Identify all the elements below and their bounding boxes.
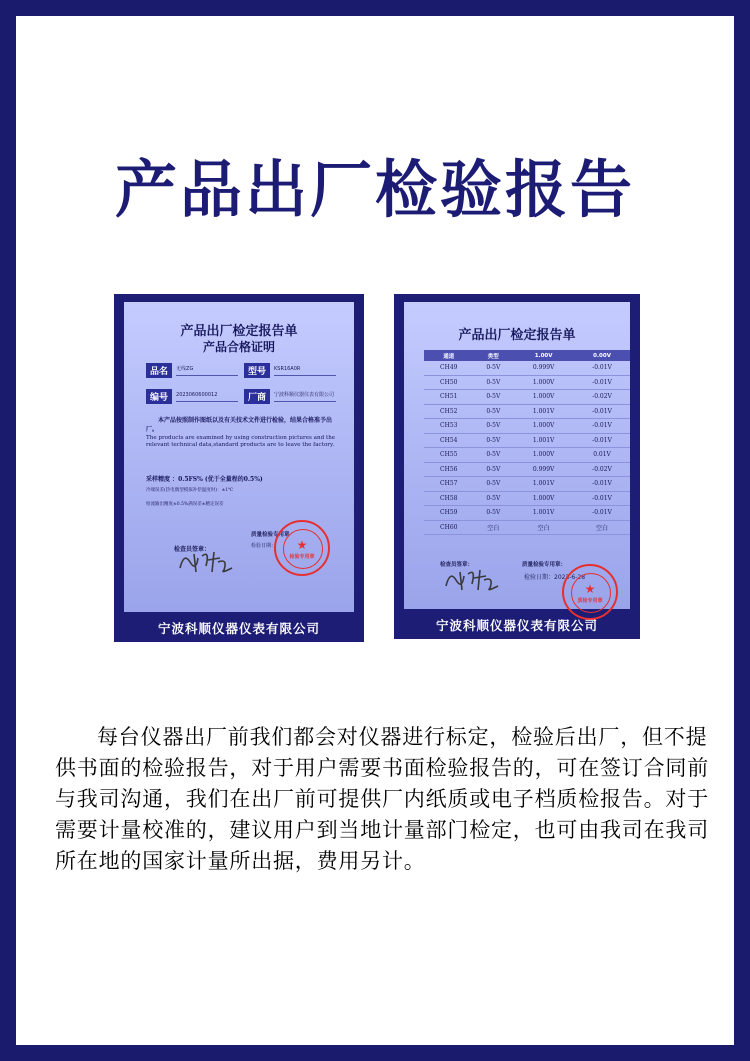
table-row: [424, 520, 630, 535]
table-cell: 0-5V: [473, 375, 513, 390]
table-cell: 空白: [574, 520, 630, 535]
table-cell: -0.01V: [574, 491, 630, 506]
table-cell: CH52: [424, 404, 473, 419]
field-product-name: [146, 362, 336, 378]
table-row: [424, 375, 630, 390]
star-icon: ★: [584, 582, 596, 596]
field-label: 编号: [146, 389, 172, 404]
field-serial: [146, 388, 336, 404]
description-paragraph: 每台仪器出厂前我们都会对仪器进行标定，检验后出厂，但不提供书面的检验报告，对于用户需要书面检验报告的，可在签订合同前与我司沟通，我们在出厂前可提供厂内纸质或电子档质检报告。对于需要计量校准的，建议用户到当地计量部门检定，也可由我司在我司所在地的国家计量所出据，费用另计。: [55, 725, 709, 873]
column-header: 0.00V: [574, 350, 630, 361]
inspector-signature: [442, 566, 502, 594]
field-value: 2023060600012: [176, 390, 238, 402]
table-cell: 1.000V: [513, 419, 574, 434]
table-cell: 1.001V: [513, 477, 574, 492]
company-stamp: [274, 520, 330, 576]
table-cell: 0-5V: [473, 361, 513, 375]
table-cell: -0.01V: [574, 419, 630, 434]
table-cell: CH58: [424, 491, 473, 506]
field-value: 宁波科顺仪器仪表有限公司: [274, 390, 336, 402]
stamp-text: 检验专用章: [289, 554, 315, 560]
table-cell: CH56: [424, 462, 473, 477]
table-cell: CH55: [424, 448, 473, 463]
table-cell: 1.000V: [513, 390, 574, 405]
certificate-right: [394, 294, 640, 639]
date-label: 检验日期：: [251, 543, 277, 549]
table-row: [424, 433, 630, 448]
certificate-right-footer: 宁波科顺仪器仪表有限公司: [435, 618, 598, 633]
table-cell: 0-5V: [473, 419, 513, 434]
inspector-label: 检查员签章：: [440, 562, 474, 568]
table-cell: -0.01V: [574, 361, 630, 375]
certificate-fields: [146, 362, 336, 414]
field-value: 无线ZG: [176, 364, 238, 376]
table-cell: -0.02V: [574, 462, 630, 477]
table-cell: 空白: [473, 520, 513, 535]
table-row: [424, 448, 630, 463]
table-cell: 1.000V: [513, 448, 574, 463]
certificate-left-footer: 宁波科顺仪器仪表有限公司: [157, 621, 320, 636]
quality-stamp: [562, 564, 618, 620]
accuracy-text: 采样精度 ：0.5FS% (优于全量程的0.5%): [146, 476, 263, 483]
note-cold-junction: 冷端误差(热电偶型模拟补偿温度时)：±1℃: [146, 488, 234, 493]
inspection-date: 检验日期：2023-6-28: [524, 574, 586, 581]
table-cell: 0-5V: [473, 491, 513, 506]
table-cell: -0.01V: [574, 433, 630, 448]
table-cell: 0.999V: [513, 462, 574, 477]
table-row: [424, 506, 630, 521]
table-cell: 0-5V: [473, 462, 513, 477]
certificate-right-title: 产品出厂检定报告单: [458, 328, 576, 343]
table-cell: -0.02V: [574, 390, 630, 405]
certificate-left-subtitle: 产品合格证明: [202, 340, 275, 354]
field-label: 厂商: [244, 389, 270, 404]
table-cell: 0-5V: [473, 433, 513, 448]
table-cell: 空白: [513, 520, 574, 535]
table-cell: 0-5V: [473, 477, 513, 492]
table-cell: CH49: [424, 361, 473, 375]
column-header: 通道: [424, 350, 473, 361]
table-cell: -0.01V: [574, 404, 630, 419]
table-cell: -0.01V: [574, 506, 630, 521]
table-cell: CH57: [424, 477, 473, 492]
table-cell: 1.001V: [513, 506, 574, 521]
table-cell: -0.01V: [574, 477, 630, 492]
statement-en: The products are examined by using construction pictures and the relevant technical data,standard products are to leave the factory.: [146, 435, 336, 448]
table-cell: CH51: [424, 390, 473, 405]
table-row: [424, 491, 630, 506]
table-cell: CH53: [424, 419, 473, 434]
inspector-signature: [176, 548, 236, 576]
table-cell: 1.001V: [513, 433, 574, 448]
inspector-label: 检查员签章：: [174, 546, 211, 553]
certificate-left: [114, 294, 364, 642]
table-cell: 0.01V: [574, 448, 630, 463]
table-cell: 1.001V: [513, 404, 574, 419]
table-cell: 0-5V: [473, 448, 513, 463]
table-row: [424, 477, 630, 492]
table-cell: 1.000V: [513, 375, 574, 390]
field-label: 品名: [146, 363, 172, 378]
table-cell: -0.01V: [574, 375, 630, 390]
certificate-left-title: 产品出厂检定报告单: [180, 324, 298, 339]
table-cell: CH59: [424, 506, 473, 521]
table-header-row: [424, 350, 630, 361]
field-label: 型号: [244, 363, 270, 378]
column-header: 类型: [473, 350, 513, 361]
statement-cn: 本产品按照制作图纸以及有关技术文件进行检验，结果合格准予出厂。: [146, 417, 333, 433]
table-cell: 0-5V: [473, 506, 513, 521]
table-cell: CH60: [424, 520, 473, 535]
table-row: [424, 361, 630, 375]
table-row: [424, 419, 630, 434]
stamp-text: 质检专用章: [577, 598, 603, 604]
table-cell: 0-5V: [473, 404, 513, 419]
table-row: [424, 404, 630, 419]
certificate-right-paper: [404, 302, 630, 609]
field-value: KSR16A0R: [274, 364, 336, 376]
note-current-output: 恒流输出精度±0.5%满误差±精定误差: [146, 502, 224, 507]
quality-label: 质量检验专用章: [251, 532, 290, 538]
table-cell: 1.000V: [513, 491, 574, 506]
quality-label: 质量检验专用章：: [522, 562, 567, 568]
page-title: 产品出厂检验报告: [114, 153, 635, 226]
table-row: [424, 462, 630, 477]
star-icon: ★: [296, 538, 308, 552]
certificate-left-paper: [124, 302, 354, 612]
table-cell: 0.999V: [513, 361, 574, 375]
table-cell: CH54: [424, 433, 473, 448]
calibration-table: [424, 350, 630, 535]
column-header: 1.00V: [513, 350, 574, 361]
table-cell: 0-5V: [473, 390, 513, 405]
table-row: [424, 390, 630, 405]
table-cell: CH50: [424, 375, 473, 390]
